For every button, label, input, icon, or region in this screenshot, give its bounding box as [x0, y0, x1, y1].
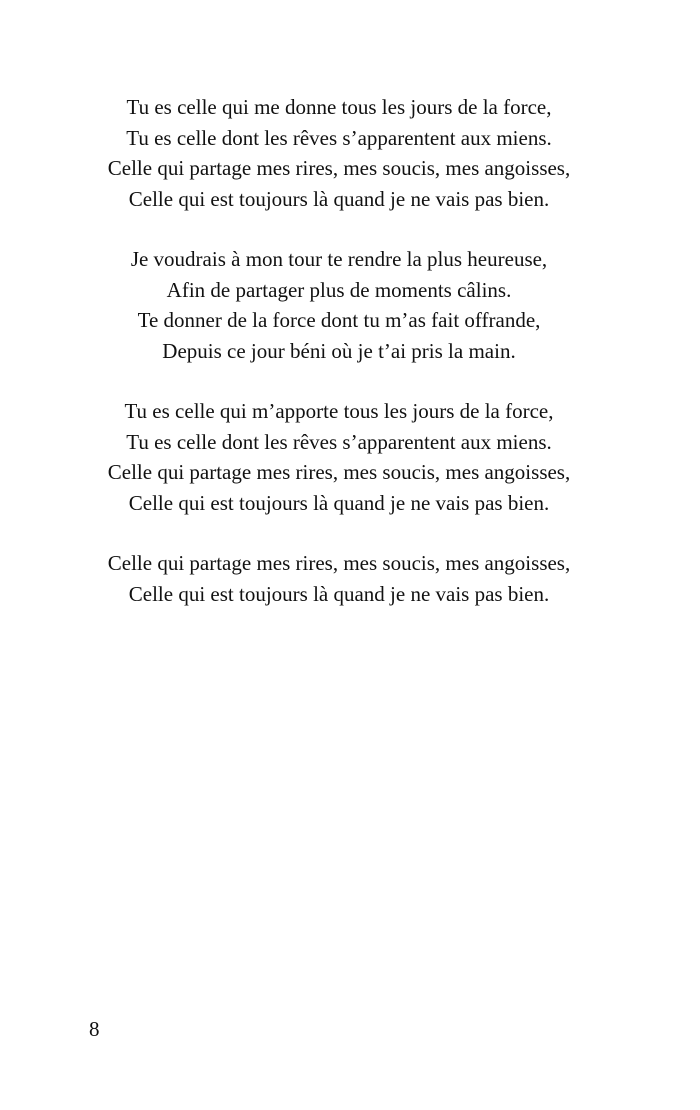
poem-line: Depuis ce jour béni où je t’ai pris la main.	[162, 338, 516, 363]
poem-line: Tu es celle dont les rêves s’apparentent aux miens.	[126, 125, 552, 150]
stanza-2	[0, 244, 678, 366]
poem-line: Tu es celle qui me donne tous les jours de la force,	[126, 95, 552, 119]
poem-line: Celle qui partage mes rires, mes soucis, mes angoisses,	[107, 156, 571, 180]
poem-line: Celle qui partage mes rires, mes soucis, mes angoisses,	[107, 460, 571, 484]
page-number: 8	[89, 1017, 100, 1041]
poem-line: Celle qui est toujours là quand je ne vais pas bien.	[128, 186, 550, 211]
poem-line: Te donner de la force dont tu m’as fait offrande,	[137, 308, 541, 332]
poem-line: Tu es celle dont les rêves s’apparentent aux miens.	[126, 429, 552, 454]
poem-line: Afin de partager plus de moments câlins.	[166, 277, 512, 302]
poem-line: Je voudrais à mon tour te rendre la plus heureuse,	[130, 247, 548, 271]
poem-line: Tu es celle qui m’apporte tous les jours de la force,	[124, 399, 554, 423]
poem-line: Celle qui est toujours là quand je ne vais pas bien.	[128, 490, 550, 515]
stanza-1	[0, 92, 678, 214]
stanza-4	[0, 548, 678, 609]
poem	[0, 92, 678, 609]
poem-line: Celle qui partage mes rires, mes soucis, mes angoisses,	[107, 551, 571, 575]
poem-line: Celle qui est toujours là quand je ne vais pas bien.	[128, 581, 550, 606]
stanza-3	[0, 396, 678, 518]
